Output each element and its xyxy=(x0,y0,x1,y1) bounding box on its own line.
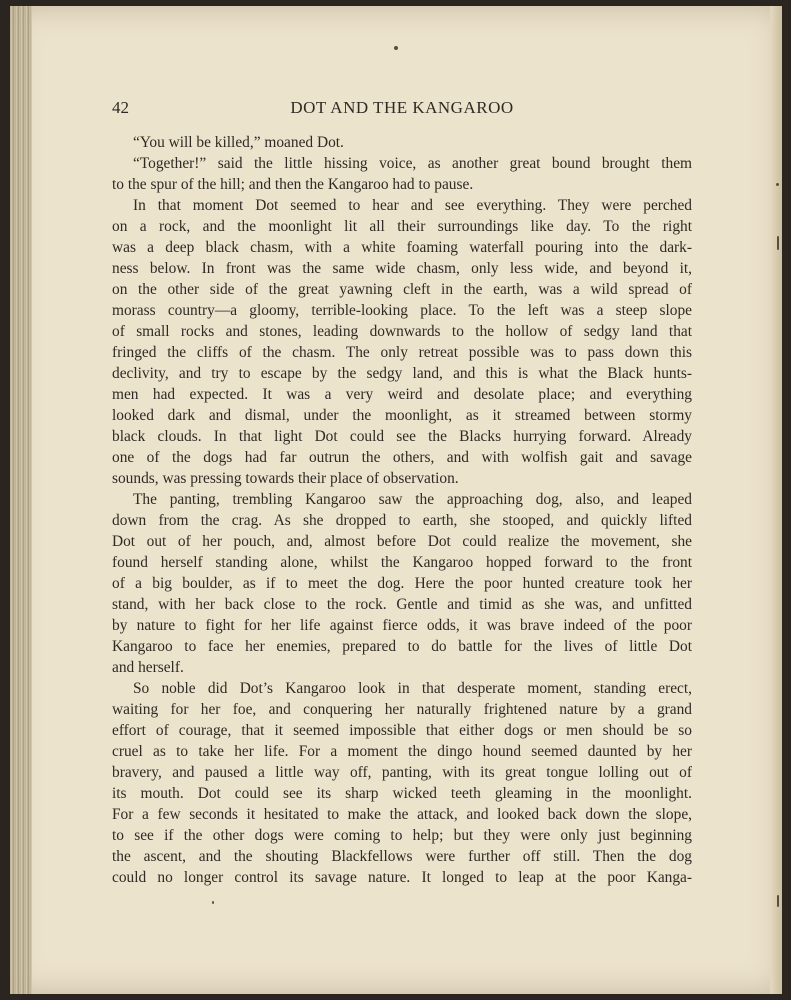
paper-speck xyxy=(777,236,779,250)
page-number: 42 xyxy=(112,98,129,117)
text-line: was a deep black chasm, with a white foaming waterfall pouring into the dark- xyxy=(112,239,692,256)
paper-speck xyxy=(777,895,779,907)
text-line: down from the crag. As she dropped to earth, she stooped, and quickly lifted xyxy=(112,512,692,529)
text-line: effort of courage, that it seemed impossible that either dogs or men should be so xyxy=(112,722,692,739)
text-line: waiting for her foe, and conquering her naturally frightened nature by a grand xyxy=(112,701,692,718)
text-line: its mouth. Dot could see its sharp wicked teeth gleaming in the moonlight. xyxy=(112,785,692,802)
text-line: declivity, and try to escape by the sedgy land, and this is what the Black hunts- xyxy=(112,365,692,382)
text-line: the ascent, and the shouting Blackfellows were further off still. Then the dog xyxy=(112,848,692,865)
text-line: on a rock, and the moonlight lit all their surroundings like day. To the right xyxy=(112,218,692,235)
text-line: black clouds. In that light Dot could see the Blacks hurrying forward. Already xyxy=(112,428,692,445)
text-line: ness below. In front was the same wide chasm, only less wide, and beyond it, xyxy=(112,260,692,277)
text-line: stand, with her back close to the rock. Gentle and timid as she was, and unfitted xyxy=(112,596,692,613)
text-line: looked dark and dismal, under the moonlight, as it streamed between stormy xyxy=(112,407,692,424)
text-line: and herself. xyxy=(112,659,184,676)
body-text xyxy=(112,132,692,888)
text-line: In that moment Dot seemed to hear and see everything. They were perched xyxy=(133,197,692,214)
book-binding xyxy=(10,6,32,994)
paper-speck xyxy=(212,901,214,904)
page-edge xyxy=(770,6,782,994)
page-header xyxy=(112,98,692,122)
text-line: cruel as to take her life. For a moment the dingo hound seemed daunted by her xyxy=(112,743,692,760)
text-line: to the spur of the hill; and then the Kangaroo had to pause. xyxy=(112,176,474,193)
text-line: one of the dogs had far outrun the others, and with wolfish gait and savage xyxy=(112,449,692,466)
text-line: men had expected. It was a very weird and desolate place; and everything xyxy=(112,386,692,403)
paper-speck xyxy=(394,46,398,50)
text-line: “Together!” said the little hissing voice, as another great bound brought them xyxy=(133,155,692,172)
paper-speck xyxy=(776,183,779,186)
text-line: The panting, trembling Kangaroo saw the approaching dog, also, and leaped xyxy=(133,491,692,508)
text-line: to see if the other dogs were coming to help; but they were only just beginning xyxy=(112,827,692,844)
text-line: by nature to fight for her life against fierce odds, it was brave indeed of the poor xyxy=(112,617,692,634)
text-line: sounds, was pressing towards their place of observation. xyxy=(112,470,459,487)
text-line: bravery, and paused a little way off, panting, with its great tongue lolling out of xyxy=(112,764,692,781)
text-line: Dot out of her pouch, and, almost before Dot could realize the movement, she xyxy=(112,533,692,550)
text-line: of small rocks and stones, leading downwards to the hollow of sedgy land that xyxy=(112,323,692,340)
running-title: DOT AND THE KANGAROO xyxy=(290,98,514,117)
text-line: fringed the cliffs of the chasm. The only retreat possible was to pass down this xyxy=(112,344,692,361)
text-line: could no longer control its savage nature. It longed to leap at the poor Kanga- xyxy=(112,869,692,886)
text-line: “You will be killed,” moaned Dot. xyxy=(133,134,344,151)
text-line: on the other side of the great yawning cleft in the earth, was a wild spread of xyxy=(112,281,692,298)
text-line: of a big boulder, as if to meet the dog. Here the poor hunted creature took her xyxy=(112,575,692,592)
text-line: So noble did Dot’s Kangaroo look in that desperate moment, standing erect, xyxy=(133,680,692,697)
text-line: Kangaroo to face her enemies, prepared to do battle for the lives of little Dot xyxy=(112,638,692,655)
text-line: morass country—a gloomy, terrible-looking place. To the left was a steep slope xyxy=(112,302,692,319)
text-line: found herself standing alone, whilst the Kangaroo hopped forward to the front xyxy=(112,554,692,571)
text-line: For a few seconds it hesitated to make the attack, and looked back down the slope, xyxy=(112,806,692,823)
